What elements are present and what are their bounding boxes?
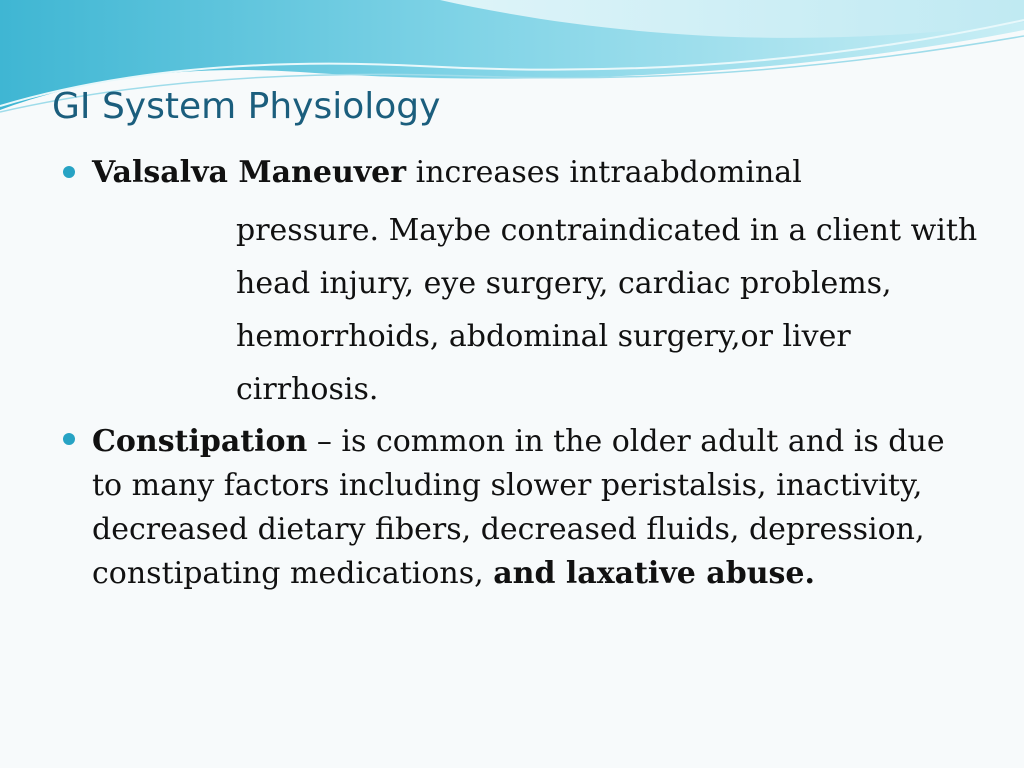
bullet-valsalva-continuation: pressure. Maybe contraindicated in a client with head injury, eye surgery, cardiac problems, hemorrhoids, abdominal surgery,or liver cirrhosis. xyxy=(236,213,978,407)
bullet-text: increases intraabdominal xyxy=(406,155,802,190)
bullet-icon xyxy=(63,166,75,178)
bullet-term: Constipation xyxy=(92,424,308,459)
bullet-valsalva xyxy=(92,153,952,193)
bullet-icon xyxy=(63,433,75,445)
slide-title: GI System Physiology xyxy=(52,86,441,127)
bullet-term: Valsalva Maneuver xyxy=(92,155,407,190)
bullet-text: – is common in the older adult and is due to many factors including slower peristalsis, inactivity, decreased dietary fibers, decreased fluids, depression, constipating medications, xyxy=(92,424,945,591)
bullet-emphasis: and laxative abuse. xyxy=(493,556,815,591)
bullet-constipation xyxy=(92,420,962,596)
